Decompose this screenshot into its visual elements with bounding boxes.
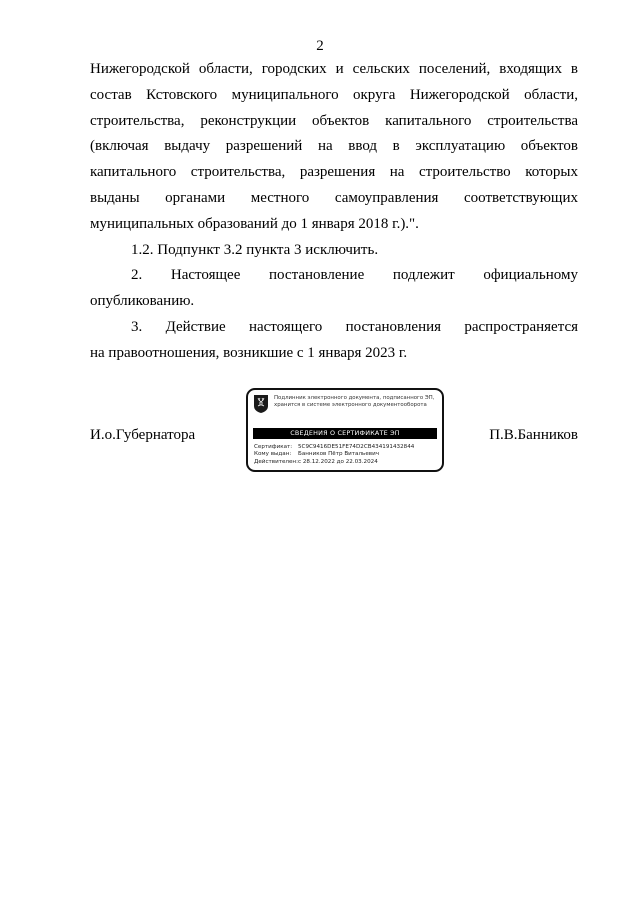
stamp-title: СВЕДЕНИЯ О СЕРТИФИКАТЕ ЭП [253, 428, 437, 439]
text-line: капитального строительства, разрешения на строительство которых [90, 164, 578, 181]
paragraph-3: 3. Действие настоящего постановления распространяется [131, 318, 578, 335]
signatory-name: П.В.Банников [489, 427, 578, 443]
stamp-header: Подлинник электронного документа, подписанного ЭП, хранится в системе электронного документооборота [274, 395, 435, 408]
text-line: на правоотношения, возникшие с 1 января 2023 г. [90, 344, 408, 361]
text-line: строительства, реконструкции объектов капитального строительства [90, 112, 578, 129]
electronic-signature-stamp [246, 388, 444, 472]
text-line: Нижегородской области, городских и сельских поселений, входящих в [90, 61, 578, 77]
paragraph-2: 2. Настоящее постановление подлежит официальному [131, 267, 578, 284]
paragraph-1-2: 1.2. Подпункт 3.2 пункта 3 исключить. [131, 241, 379, 258]
certificate-owner: Банников Пётр Витальевич [298, 451, 380, 458]
page-number: 2 [316, 38, 324, 54]
certificate-validity: с 28.12.2022 до 22.03.2024 [298, 458, 378, 465]
text-line: состав Кстовского муниципального округа Нижегородской области, [90, 86, 578, 103]
text-line: (включая выдачу разрешений на ввод в эксплуатацию объектов [90, 138, 578, 155]
document-body [90, 57, 578, 367]
text-line: муниципальных образований до 1 января 2018 г.).". [90, 215, 419, 232]
stamp-details: Сертификат: 5C9C9416DE51FE74D2CB434191432844 Кому выдан: Банников Пётр Витальевич Действителен:с 28.12.2022 до 22.03.2024 [254, 444, 415, 465]
text-line: опубликованию. [90, 293, 195, 310]
deer-emblem-icon [254, 395, 268, 413]
text-line: выданы органами местного самоуправления соответствующих [90, 189, 578, 206]
certificate-number: 5C9C9416DE51FE74D2CB434191432844 [298, 444, 415, 450]
signatory-position: И.о.Губернатора [90, 427, 196, 443]
